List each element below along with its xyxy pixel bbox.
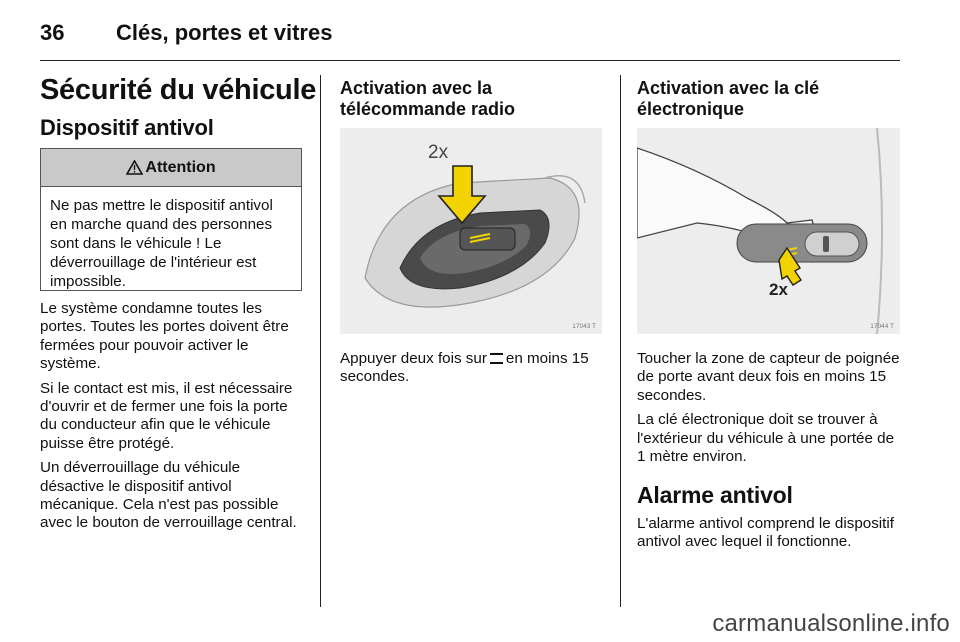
paragraph: Si le contact est mis, il est nécessaire d'ouvrir et de fermer une fois la porte du conducteur afin que le véhicule puisse être protégé.: [40, 379, 293, 452]
remote-heading: Activation avec la télécommande radio: [340, 78, 516, 119]
col3-text: [637, 350, 903, 472]
paragraph: Le système condamne toutes les portes. Toutes les portes doivent être fermées pour pouvoir activer le système.: [40, 300, 289, 373]
paragraph: Toucher la zone de capteur de poignée de porte avant deux fois en moins 15 secondes.: [637, 350, 900, 404]
warning-box: [40, 148, 302, 291]
warning-title: Attention: [145, 158, 216, 176]
alarm-text: L'alarme antivol comprend le dispositif antivol avec lequel il fonctionne.: [637, 515, 894, 551]
column-divider-1: [320, 75, 321, 607]
header-divider: [40, 60, 900, 61]
warning-text: Ne pas mettre le dispositif antivol en marche quand des personnes sont dans le véhicule ! Le déverrouillage de l'intérieur est impossible.: [50, 197, 273, 290]
remote-key-illustration: [340, 128, 602, 334]
watermark: carmanualsonline.info: [712, 610, 950, 637]
paragraph: Un déverrouillage du véhicule désactive le dispositif antivol mécanique. Cela n'est pas possible avec le bouton de verrouillage central.: [40, 459, 297, 532]
remote-instruction: [340, 350, 602, 387]
figure-number: 17044 T: [870, 323, 894, 330]
lock-button-icon: [490, 353, 503, 364]
page-number: 36: [40, 20, 65, 45]
touch-count-label: 2x: [769, 280, 788, 299]
subsection-title: Dispositif antivol: [40, 115, 214, 140]
col1-text: [40, 300, 302, 539]
paragraph: La clé électronique doit se trouver à l'extérieur du véhicule à une portée de 1 mètre environ.: [637, 411, 895, 466]
door-handle-figure: [637, 128, 900, 334]
electronic-key-heading: Activation avec la clé électronique: [637, 78, 820, 119]
column-divider-2: [620, 75, 621, 607]
instruction-text-1: Appuyer deux fois sur: [340, 350, 487, 367]
door-handle-illustration: [637, 128, 900, 334]
remote-key-figure: [340, 128, 602, 334]
section-title: Sécurité du véhicule: [40, 74, 317, 106]
warning-triangle-icon: [126, 160, 143, 175]
alarm-title: Alarme antivol: [637, 482, 793, 508]
instruction-text-2: en moins 15 secondes.: [340, 350, 589, 386]
chapter-title: Clés, portes et vitres: [116, 20, 333, 45]
warning-header: [41, 149, 301, 187]
figure-number: 17043 T: [572, 323, 596, 330]
press-count-label: 2x: [428, 142, 449, 163]
